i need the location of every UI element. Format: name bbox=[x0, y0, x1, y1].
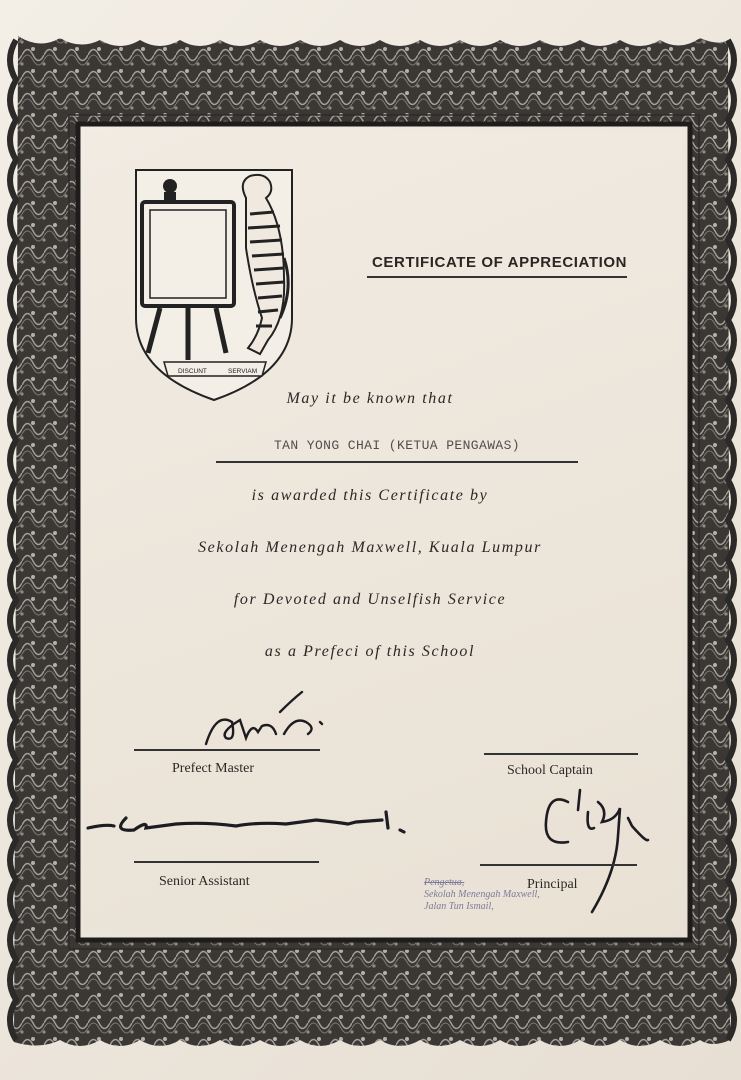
recipient-underline bbox=[216, 461, 578, 463]
school-crest bbox=[134, 168, 294, 404]
senior-assistant-signature bbox=[86, 808, 416, 848]
school-captain-rule bbox=[484, 753, 638, 755]
school-line: Sekolah Menengah Maxwell, Kuala Lumpur bbox=[198, 539, 542, 556]
principal-label: Principal bbox=[527, 877, 578, 892]
school-captain-label: School Captain bbox=[507, 763, 593, 778]
principal-rule bbox=[480, 864, 637, 866]
prefect-master-rule bbox=[134, 749, 320, 751]
senior-assistant-label: Senior Assistant bbox=[159, 874, 250, 889]
stamp-line-3: Jalan Tun Ismail, bbox=[424, 901, 494, 912]
stamp-line-1: Pengetua, bbox=[424, 877, 465, 888]
intro-line: May it be known that bbox=[286, 390, 454, 407]
title-underline bbox=[367, 276, 627, 278]
recipient-name: TAN YONG CHAI (KETUA PENGAWAS) bbox=[273, 438, 521, 453]
motto-discunt: DISCUNT bbox=[178, 368, 207, 375]
role-line: as a Prefeci of this School bbox=[264, 643, 476, 660]
prefect-master-signature bbox=[196, 682, 336, 752]
reason-line: for Devoted and Unselfish Service bbox=[233, 591, 507, 608]
certificate-title: CERTIFICATE OF APPRECIATION bbox=[372, 254, 628, 271]
awarded-line: is awarded this Certificate by bbox=[251, 487, 489, 504]
motto-serviam: SERVIAM bbox=[228, 368, 258, 375]
stamp-line-2: Sekolah Menengah Maxwell, bbox=[424, 889, 540, 900]
senior-assistant-rule bbox=[134, 861, 319, 863]
principal-stamp bbox=[424, 877, 614, 913]
prefect-master-label: Prefect Master bbox=[172, 761, 255, 776]
